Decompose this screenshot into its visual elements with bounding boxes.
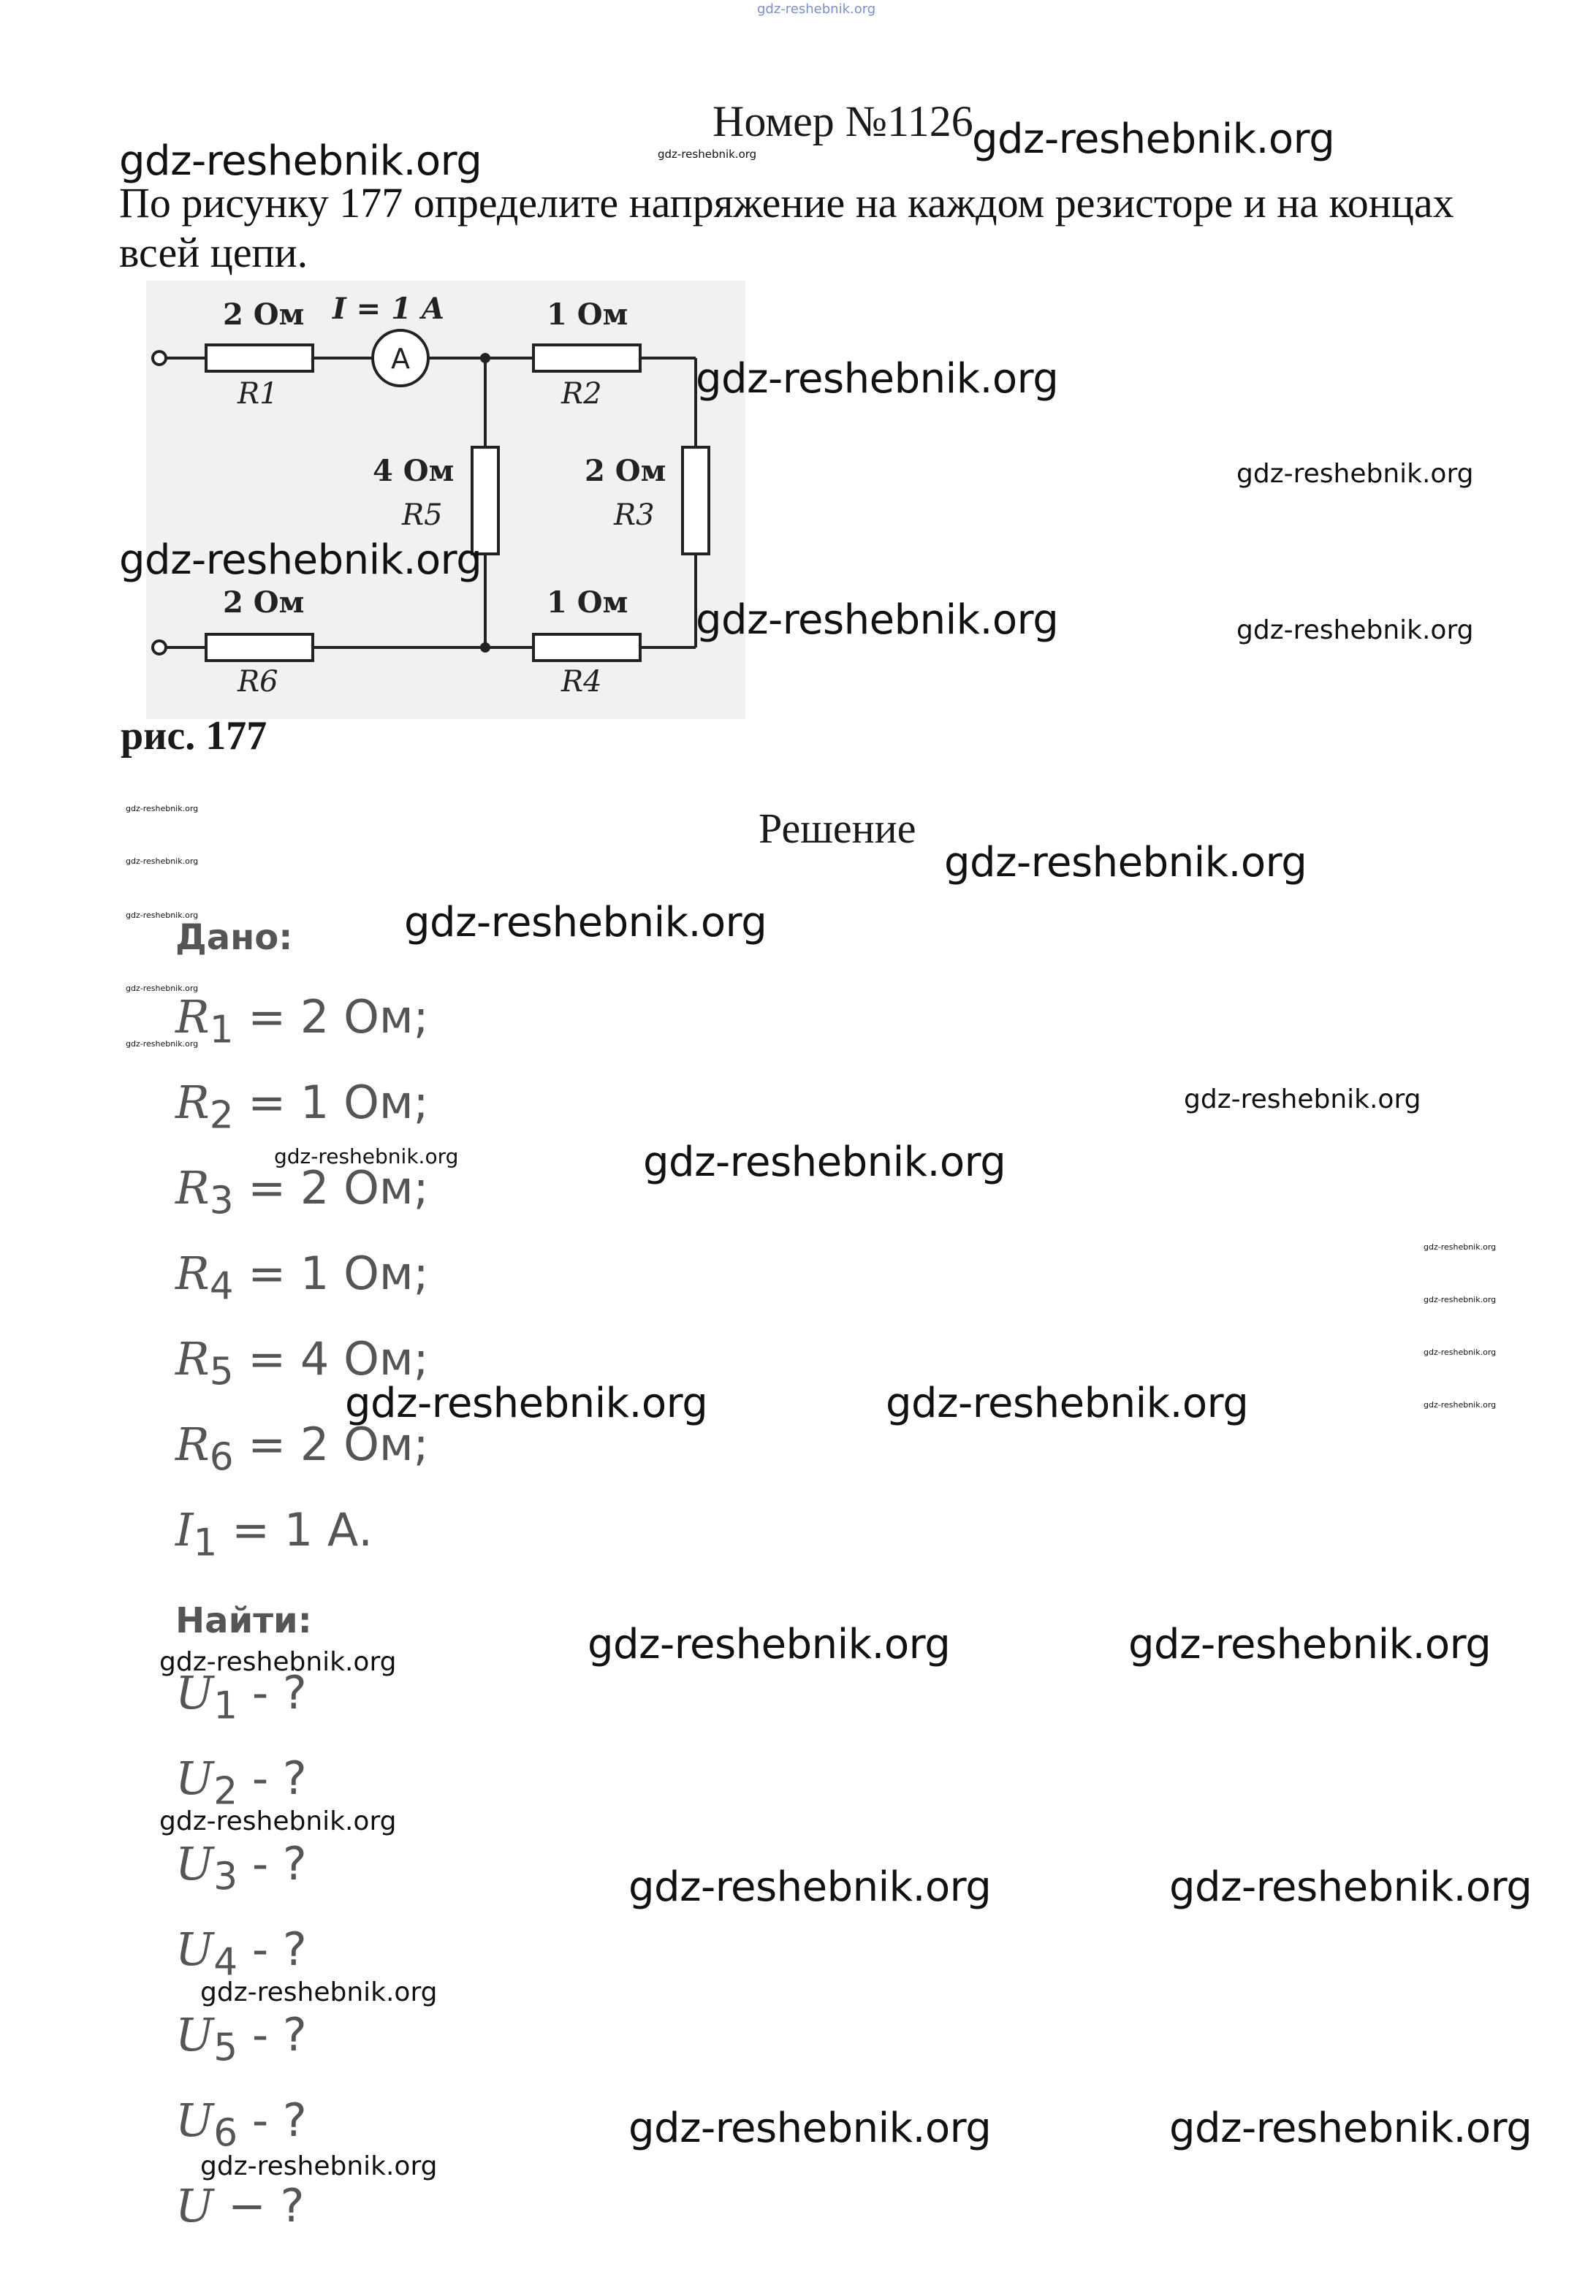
problem-line-1: По рисунку 177 определите напряжение на каждом резисторе и на концах — [119, 179, 1454, 227]
junction-bottom — [480, 642, 490, 653]
circuit-figure — [146, 281, 745, 719]
resistor-r3 — [683, 447, 709, 554]
watermark: gdz-reshebnik.org — [274, 1144, 459, 1168]
given-r1 — [175, 990, 429, 1052]
find-subscript: 2 — [213, 1769, 238, 1814]
given-subscript: 4 — [209, 1264, 234, 1309]
given-symbol: R — [175, 1161, 210, 1214]
r3-value: 2 Ом — [585, 454, 666, 488]
r5-value: 4 Ом — [373, 454, 455, 488]
watermark: gdz-reshebnik.org — [588, 1621, 951, 1668]
watermark: gdz-reshebnik.org — [404, 899, 767, 946]
watermark: gdz-reshebnik.org — [119, 536, 482, 584]
resistor-r4 — [533, 634, 640, 661]
r3-name: R3 — [614, 498, 655, 532]
find-value: − ? — [213, 2179, 305, 2232]
figure-caption: рис. 177 — [121, 713, 267, 759]
given-r2 — [175, 1076, 429, 1137]
problem-line-2: всей цепи. — [119, 229, 308, 276]
given-symbol: I — [175, 1503, 194, 1556]
watermark: gdz-reshebnik.org — [1424, 1347, 1497, 1357]
find-subscript: 1 — [213, 1684, 238, 1728]
find-u-total — [175, 2179, 305, 2232]
watermark: gdz-reshebnik.org — [1424, 1295, 1497, 1304]
find-u3 — [175, 1837, 307, 1898]
resistor-r2 — [533, 345, 640, 371]
find-value: - ? — [238, 1666, 307, 1719]
given-symbol: R — [175, 990, 210, 1044]
r1-name: R1 — [238, 377, 278, 411]
find-heading: Найти: — [175, 1600, 312, 1641]
find-subscript: 6 — [213, 2111, 238, 2156]
given-heading: Дано: — [175, 917, 293, 958]
watermark: gdz-reshebnik.org — [126, 984, 199, 993]
junction-top — [480, 353, 490, 363]
r5-name: R5 — [402, 498, 443, 532]
watermark: gdz-reshebnik.org — [345, 1380, 708, 1427]
watermark: gdz-reshebnik.org — [1184, 1084, 1421, 1114]
given-subscript: 1 — [193, 1521, 218, 1565]
watermark: gdz-reshebnik.org — [1424, 1242, 1497, 1252]
watermark: gdz-reshebnik.org — [1236, 615, 1474, 645]
watermark: gdz-reshebnik.org — [886, 1380, 1249, 1427]
find-symbol: U — [175, 1837, 214, 1890]
watermark: gdz-reshebnik.org — [1169, 2105, 1532, 2152]
given-value: = 2 Ом; — [233, 990, 429, 1044]
r6-name: R6 — [238, 665, 278, 699]
find-subscript: 5 — [213, 2026, 238, 2070]
terminal-top — [153, 351, 166, 365]
watermark: gdz-reshebnik.org — [126, 856, 199, 866]
given-value: = 1 А. — [217, 1503, 373, 1556]
find-value: - ? — [238, 1923, 307, 1976]
watermark: gdz-reshebnik.org — [696, 596, 1059, 644]
watermark: gdz-reshebnik.org — [200, 2151, 438, 2181]
find-u4 — [175, 1923, 307, 1984]
watermark: gdz-reshebnik.org — [126, 911, 199, 920]
given-subscript: 1 — [209, 1008, 234, 1052]
watermark: gdz-reshebnik.org — [126, 804, 199, 813]
given-value: = 1 Ом; — [233, 1247, 429, 1300]
find-symbol: U — [175, 1666, 214, 1719]
find-u6 — [175, 2094, 307, 2155]
r2-name: R2 — [561, 377, 602, 411]
find-symbol: U — [175, 1923, 214, 1976]
find-u2 — [175, 1752, 307, 1813]
top-watermark: gdz-reshebnik.org — [757, 1, 876, 17]
watermark: gdz-reshebnik.org — [1128, 1621, 1492, 1668]
watermark: gdz-reshebnik.org — [972, 115, 1335, 163]
find-u5 — [175, 2008, 307, 2069]
r4-value: 1 Ом — [547, 585, 628, 620]
watermark: gdz-reshebnik.org — [1424, 1400, 1497, 1410]
given-subscript: 6 — [209, 1435, 234, 1480]
given-symbol: R — [175, 1332, 210, 1385]
find-symbol: U — [175, 2008, 214, 2061]
given-symbol: R — [175, 1418, 210, 1471]
given-r3 — [175, 1161, 429, 1223]
r4-name: R4 — [561, 665, 602, 699]
watermark: gdz-reshebnik.org — [1169, 1863, 1532, 1911]
given-i1 — [175, 1503, 373, 1565]
given-subscript: 3 — [209, 1179, 234, 1223]
watermark: gdz-reshebnik.org — [200, 1977, 438, 2007]
given-subscript: 2 — [209, 1093, 234, 1138]
r2-value: 1 Ом — [547, 297, 628, 332]
given-symbol: R — [175, 1076, 210, 1129]
solution-heading: Решение — [759, 805, 916, 852]
watermark: gdz-reshebnik.org — [944, 839, 1307, 886]
watermark: gdz-reshebnik.org — [119, 137, 482, 185]
watermark: gdz-reshebnik.org — [696, 355, 1059, 403]
page-title: Номер №1126 — [712, 97, 973, 145]
find-symbol: U — [175, 2179, 214, 2232]
find-value: - ? — [238, 2008, 307, 2061]
r6-value: 2 Ом — [223, 585, 305, 620]
given-r4 — [175, 1247, 429, 1308]
given-value: = 2 Ом; — [233, 1161, 429, 1214]
find-value: - ? — [238, 2094, 307, 2147]
resistor-r6 — [206, 634, 313, 661]
given-subscript: 5 — [209, 1350, 234, 1394]
watermark: gdz-reshebnik.org — [643, 1139, 1006, 1186]
watermark: gdz-reshebnik.org — [658, 148, 757, 161]
resistor-r1 — [206, 345, 313, 371]
watermark: gdz-reshebnik.org — [628, 2105, 992, 2152]
find-subscript: 3 — [213, 1855, 238, 1899]
find-value: - ? — [238, 1837, 307, 1890]
given-value: = 2 Ом; — [233, 1418, 429, 1471]
terminal-bottom — [153, 641, 166, 654]
ammeter-symbol: A — [391, 343, 410, 375]
given-value: = 4 Ом; — [233, 1332, 429, 1385]
watermark: gdz-reshebnik.org — [126, 1039, 199, 1049]
watermark: gdz-reshebnik.org — [159, 1806, 397, 1836]
watermark: gdz-reshebnik.org — [159, 1647, 397, 1677]
find-value: - ? — [238, 1752, 307, 1805]
current-label: I = 1 A — [332, 292, 444, 326]
find-symbol: U — [175, 2094, 214, 2147]
find-subscript: 4 — [213, 1940, 238, 1985]
find-symbol: U — [175, 1752, 214, 1805]
watermark: gdz-reshebnik.org — [628, 1863, 992, 1911]
given-value: = 1 Ом; — [233, 1076, 429, 1129]
r1-value: 2 Ом — [223, 297, 305, 332]
watermark: gdz-reshebnik.org — [1236, 459, 1474, 489]
given-symbol: R — [175, 1247, 210, 1300]
